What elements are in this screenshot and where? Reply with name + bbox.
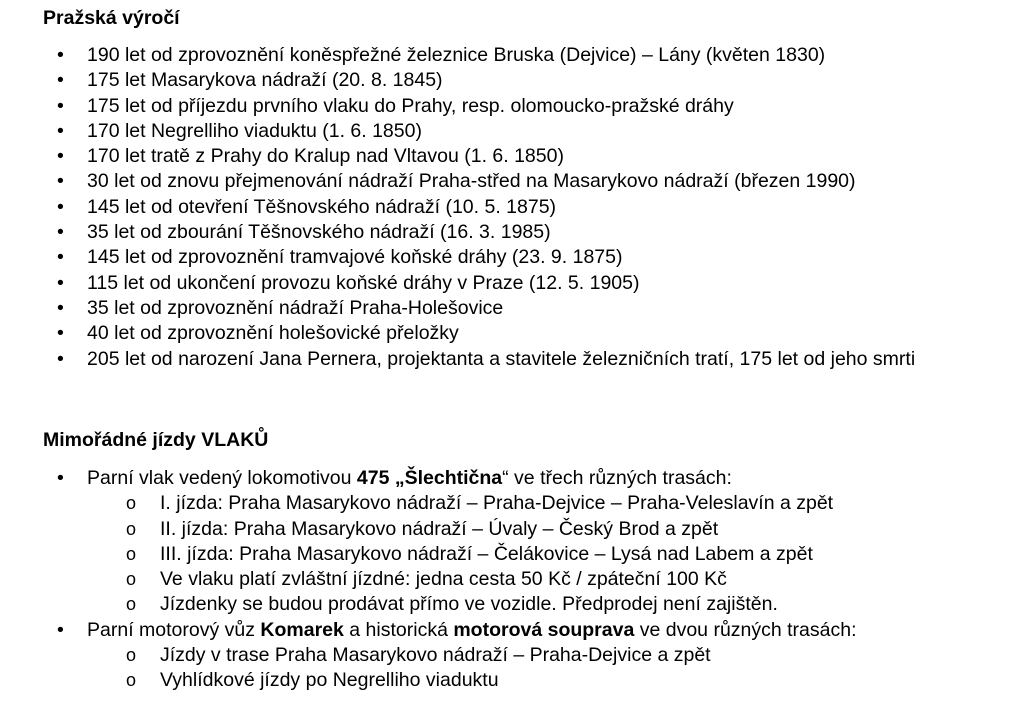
bullet-icon: • <box>57 94 64 117</box>
bullet-icon: • <box>57 246 64 269</box>
circle-bullet-icon: o <box>126 493 137 514</box>
vehicle-name-motor-set: motorová souprava <box>453 618 635 641</box>
sub-item-text: Jízdenky se budou prodávat přímo ve vozidle. Předprodej není zajištěn. <box>160 593 778 616</box>
anniversaries-list <box>0 43 1010 372</box>
bullet-icon: • <box>57 195 64 218</box>
list-item-text: 175 let Masarykova nádraží (20. 8. 1845) <box>87 69 443 92</box>
list-item-text: 190 let od zprovoznění koněspřežné železnice Bruska (Dejvice) – Lány (květen 1830) <box>87 44 826 66</box>
sub-list-item <box>0 567 1010 592</box>
bullet-icon: • <box>57 271 64 294</box>
list-item-text: 145 let od otevření Těšnovského nádraží (10. 5. 1875) <box>87 195 557 218</box>
bullet-icon: • <box>57 145 64 168</box>
list-item <box>0 347 1010 372</box>
circle-bullet-icon: o <box>126 518 137 539</box>
bullet-icon: • <box>57 170 64 193</box>
bullet-icon: • <box>57 296 64 319</box>
item-text-middle: a historická <box>343 618 454 641</box>
sub-list-item <box>0 592 1010 617</box>
bullet-icon: • <box>57 322 64 345</box>
vehicle-name-komarek: Komarek <box>260 618 344 641</box>
list-item <box>0 94 1010 119</box>
bullet-icon: • <box>57 44 64 66</box>
list-item <box>0 144 1010 169</box>
list-item-motor-car <box>0 618 1010 694</box>
list-item <box>0 296 1010 321</box>
list-item-text: 170 let tratě z Prahy do Kralup nad Vltavou (1. 6. 1850) <box>87 145 564 168</box>
list-item <box>0 68 1010 93</box>
list-item <box>0 43 1010 68</box>
circle-bullet-icon: o <box>126 670 137 691</box>
list-item-text: 145 let od zprovoznění tramvajové koňské dráhy (23. 9. 1875) <box>87 246 623 269</box>
list-item <box>0 119 1010 144</box>
bullet-icon: • <box>57 221 64 244</box>
special-trains-list <box>0 466 1010 694</box>
steam-train-sublist <box>87 491 1010 617</box>
sub-list-item <box>0 643 1010 668</box>
list-item-text: 35 let od zprovoznění nádraží Praha-Holešovice <box>87 296 504 319</box>
bullet-icon: • <box>57 69 64 92</box>
sub-item-text: III. jízda: Praha Masarykovo nádraží – Čelákovice – Lysá nad Labem a zpět <box>160 542 813 565</box>
list-item <box>0 245 1010 270</box>
list-item <box>0 169 1010 194</box>
list-item-text: 115 let od ukončení provozu koňské dráhy v Praze (12. 5. 1905) <box>87 271 640 294</box>
list-item <box>0 220 1010 245</box>
bullet-icon: • <box>57 618 64 641</box>
list-item-text: 35 let od zbourání Těšnovského nádraží (16. 3. 1985) <box>87 221 551 244</box>
list-item-text: 40 let od zprovoznění holešovické přeložky <box>87 322 459 345</box>
sub-list-item <box>0 491 1010 516</box>
sub-list-item <box>0 517 1010 542</box>
sub-item-text: Jízdy v trase Praha Masarykovo nádraží – Praha-Dejvice a zpět <box>160 644 711 667</box>
circle-bullet-icon: o <box>126 594 137 615</box>
list-item <box>0 321 1010 346</box>
item-text-suffix: ve dvou různých trasách: <box>634 618 857 641</box>
list-item-text: 175 let od příjezdu prvního vlaku do Prahy, resp. olomoucko-pražské dráhy <box>87 94 734 117</box>
circle-bullet-icon: o <box>126 543 137 564</box>
list-item-steam-train <box>0 466 1010 618</box>
sub-item-text: I. jízda: Praha Masarykovo nádraží – Praha-Dejvice – Praha-Veleslavín a zpět <box>160 492 834 515</box>
bullet-icon: • <box>57 467 64 489</box>
list-item-text: 30 let od znovu přejmenování nádraží Praha-střed na Masarykovo nádraží (březen 1990) <box>87 170 856 193</box>
list-item <box>0 271 1010 296</box>
bullet-icon: • <box>57 119 64 142</box>
sub-item-text: II. jízda: Praha Masarykovo nádraží – Úvaly – Český Brod a zpět <box>160 517 719 540</box>
circle-bullet-icon: o <box>126 569 137 590</box>
list-item-text: 170 let Negrelliho viaduktu (1. 6. 1850) <box>87 119 422 142</box>
motor-car-sublist <box>87 643 1010 694</box>
sub-list-item <box>0 542 1010 567</box>
locomotive-name: 475 „Šlechtična <box>356 467 503 489</box>
list-item-text: 205 let od narození Jana Pernera, projektanta a stavitele železničních tratí, 175 let od jeho smrti <box>87 347 916 370</box>
circle-bullet-icon: o <box>126 645 137 666</box>
item-text-suffix: “ ve třech různých trasách: <box>502 467 732 489</box>
sub-item-text: Vyhlídkové jízdy po Negrelliho viaduktu <box>160 669 499 692</box>
section-heading-mimoradne-jizdy: Mimořádné jízdy VLAKŮ <box>43 429 269 451</box>
bullet-icon: • <box>57 347 64 370</box>
sub-item-text: Ve vlaku platí zvláštní jízdné: jedna cesta 50 Kč / zpáteční 100 Kč <box>160 568 727 591</box>
sub-list-item <box>0 668 1010 693</box>
section-heading-prazska-vyroci: Pražská výročí <box>43 7 180 29</box>
item-text-prefix: Parní vlak vedený lokomotivou <box>87 467 357 489</box>
list-item <box>0 195 1010 220</box>
item-text-prefix: Parní motorový vůz <box>87 618 261 641</box>
